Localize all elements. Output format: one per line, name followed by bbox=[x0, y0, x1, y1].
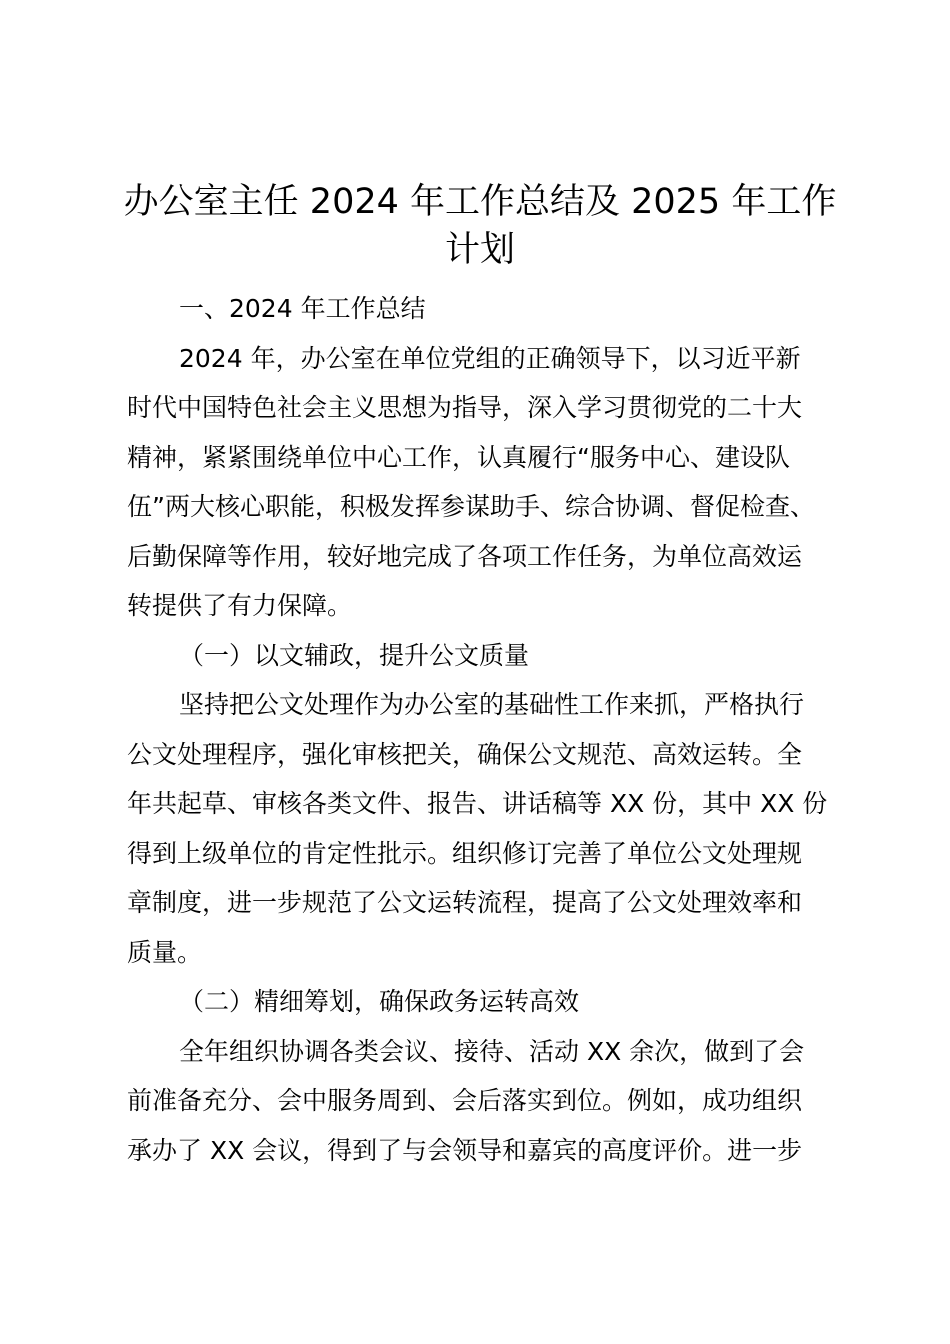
paragraph-line: 质量。 bbox=[127, 937, 203, 967]
paragraph-line: 精神，紧紧围绕单位中心工作，认真履行“服务中心、建设队 bbox=[127, 442, 790, 472]
paragraph-line: 全年组织协调各类会议、接待、活动 XX 余次，做到了会 bbox=[179, 1036, 805, 1066]
subsection-heading: （一）以文辅政，提升公文质量 bbox=[179, 640, 530, 670]
paragraph-line: 承办了 XX 会议，得到了与会领导和嘉宾的高度评价。进一步 bbox=[127, 1135, 803, 1165]
document-body bbox=[127, 284, 847, 1175]
paragraph-line: 公文处理程序，强化审核把关，确保公文规范、高效运转。全 bbox=[127, 739, 803, 769]
paragraph-line: 伍”两大核心职能，积极发挥参谋助手、综合协调、督促检查、 bbox=[127, 492, 815, 521]
paragraph-line: 2024 年，办公室在单位党组的正确领导下，以习近平新 bbox=[179, 343, 801, 373]
paragraph-line: 时代中国特色社会主义思想为指导，深入学习贯彻党的二十大 bbox=[127, 393, 803, 422]
title-line: 计划 bbox=[444, 230, 515, 270]
title-line: 办公室主任 2024 年工作总结及 2025 年工作 bbox=[123, 182, 837, 222]
paragraph-line: 转提供了有力保障。 bbox=[127, 591, 353, 620]
section-heading: 一、2024 年工作总结 bbox=[179, 294, 426, 323]
paragraph-line: 年共起草、审核各类文件、报告、讲话稿等 XX 份，其中 XX 份 bbox=[127, 789, 828, 818]
document-title bbox=[110, 178, 850, 274]
paragraph-line: 得到上级单位的肯定性批示。组织修订完善了单位公文处理规 bbox=[127, 838, 803, 868]
paragraph-line: 坚持把公文处理作为办公室的基础性工作来抓，严格执行 bbox=[179, 690, 805, 719]
paragraph-line: 章制度，进一步规范了公文运转流程，提高了公文处理效率和 bbox=[127, 888, 803, 917]
subsection-heading: （二）精细筹划，确保政务运转高效 bbox=[179, 987, 580, 1016]
paragraph-line: 前准备充分、会中服务周到、会后落实到位。例如，成功组织 bbox=[127, 1086, 803, 1115]
paragraph-line: 后勤保障等作用，较好地完成了各项工作任务，为单位高效运 bbox=[127, 541, 803, 571]
